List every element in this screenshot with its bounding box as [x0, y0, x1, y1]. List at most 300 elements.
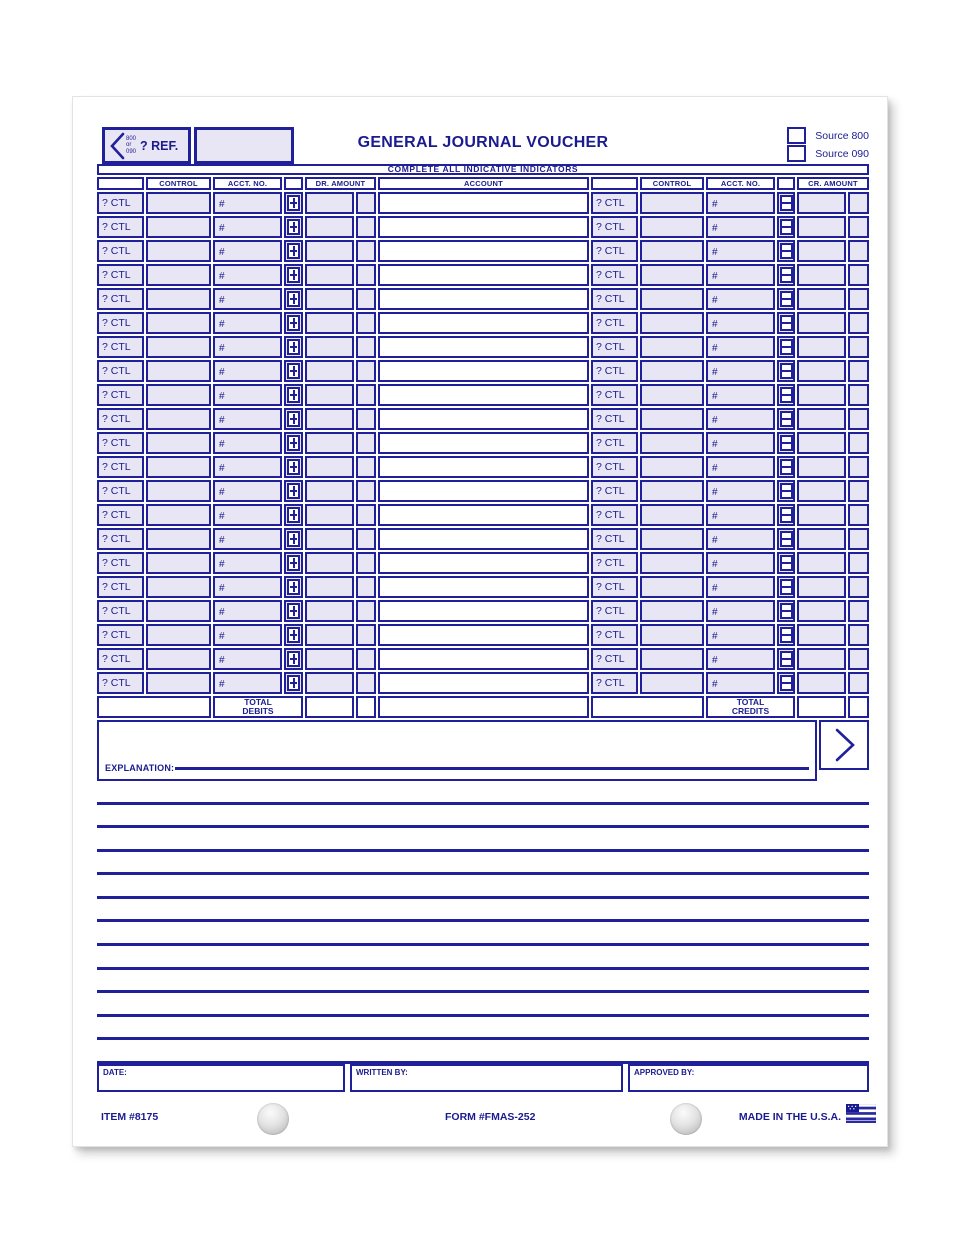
acct-no-cell-debit[interactable]: #: [213, 312, 282, 334]
ctl-cell-credit[interactable]: ? CTL: [591, 192, 638, 214]
ctl-cell-debit[interactable]: ? CTL: [97, 384, 144, 406]
acct-no-cell-debit[interactable]: #: [213, 216, 282, 238]
head-blank-ctl-credit: [591, 177, 638, 190]
credit-indicator-cell: [777, 672, 795, 694]
control-cell-debit[interactable]: [146, 336, 211, 358]
form-number: FORM #FMAS-252: [445, 1111, 536, 1123]
dr-amount-cell[interactable]: [305, 600, 354, 622]
control-cell-debit[interactable]: [146, 504, 211, 526]
ctl-cell-credit[interactable]: ? CTL: [591, 600, 638, 622]
cr-cents-cell[interactable]: [848, 408, 869, 430]
control-cell-debit[interactable]: [146, 216, 211, 238]
total-credits-cell: [706, 696, 795, 718]
account-cell[interactable]: [378, 600, 589, 622]
acct-no-cell-credit[interactable]: #: [706, 480, 775, 502]
cr-cents-cell[interactable]: [848, 240, 869, 262]
cr-amount-cell[interactable]: [797, 264, 846, 286]
acct-no-cell-debit[interactable]: #: [213, 600, 282, 622]
ctl-cell-debit[interactable]: ? CTL: [97, 264, 144, 286]
ctl-cell-debit[interactable]: ? CTL: [97, 240, 144, 262]
journal-row: [97, 480, 869, 502]
dr-cents-cell[interactable]: [356, 384, 376, 406]
ctl-cell-debit[interactable]: ? CTL: [97, 600, 144, 622]
journal-row: [97, 432, 869, 454]
dr-cents-cell[interactable]: [356, 312, 376, 334]
split-box-icon: [780, 291, 793, 307]
dr-cents-cell[interactable]: [356, 360, 376, 382]
explanation-box[interactable]: [97, 720, 817, 781]
dr-amount-cell[interactable]: [305, 528, 354, 550]
acct-no-cell-debit[interactable]: #: [213, 432, 282, 454]
plus-box-icon: [287, 267, 300, 283]
acct-no-cell-debit[interactable]: #: [213, 336, 282, 358]
ruled-line[interactable]: [97, 1017, 869, 1041]
debit-indicator-cell: [284, 480, 303, 502]
banner-cell: [97, 164, 869, 175]
journal-row: [97, 552, 869, 574]
journal-rows: [97, 192, 869, 694]
ctl-cell-credit[interactable]: ? CTL: [591, 528, 638, 550]
acct-no-cell-credit[interactable]: #: [706, 624, 775, 646]
ruled-line[interactable]: [97, 922, 869, 946]
ctl-cell-debit[interactable]: ? CTL: [97, 648, 144, 670]
control-cell-debit[interactable]: [146, 600, 211, 622]
ctl-cell-credit[interactable]: ? CTL: [591, 552, 638, 574]
cr-cents-cell[interactable]: [848, 312, 869, 334]
ruled-line[interactable]: [97, 1040, 869, 1064]
ctl-cell-credit[interactable]: ? CTL: [591, 288, 638, 310]
ruled-line[interactable]: [97, 805, 869, 829]
source-090-row: [787, 146, 869, 161]
control-cell-debit[interactable]: [146, 480, 211, 502]
dr-amount-cell[interactable]: [305, 288, 354, 310]
ctl-cell-credit[interactable]: ? CTL: [591, 216, 638, 238]
dr-cents-cell[interactable]: [356, 264, 376, 286]
ctl-cell-debit[interactable]: ? CTL: [97, 312, 144, 334]
date-field[interactable]: [97, 1064, 345, 1092]
acct-no-cell-debit[interactable]: #: [213, 384, 282, 406]
ctl-cell-credit[interactable]: ? CTL: [591, 672, 638, 694]
head-control-debit: CONTROL: [146, 177, 211, 190]
control-cell-debit[interactable]: [146, 528, 211, 550]
control-cell-debit[interactable]: [146, 432, 211, 454]
dr-cents-cell[interactable]: [356, 552, 376, 574]
cr-amount-cell[interactable]: [797, 216, 846, 238]
cr-amount-cell[interactable]: [797, 408, 846, 430]
dr-amount-cell[interactable]: [305, 408, 354, 430]
ctl-cell-credit[interactable]: ? CTL: [591, 240, 638, 262]
ruled-line[interactable]: [97, 970, 869, 994]
dr-amount-cell[interactable]: [305, 648, 354, 670]
journal-row: [97, 336, 869, 358]
ctl-cell-debit[interactable]: ? CTL: [97, 192, 144, 214]
explanation-writing-line[interactable]: [175, 767, 809, 770]
plus-box-icon: [287, 459, 300, 475]
account-cell[interactable]: [378, 192, 589, 214]
acct-no-cell-credit[interactable]: #: [706, 456, 775, 478]
ruled-line[interactable]: [97, 993, 869, 1017]
control-cell-debit[interactable]: [146, 240, 211, 262]
acct-no-cell-debit[interactable]: #: [213, 528, 282, 550]
dr-cents-cell[interactable]: [356, 216, 376, 238]
ref-stack-800: 800: [126, 135, 137, 142]
acct-no-cell-credit[interactable]: #: [706, 552, 775, 574]
cr-cents-cell[interactable]: [848, 504, 869, 526]
dr-amount-cell[interactable]: [305, 312, 354, 334]
ctl-cell-credit[interactable]: ? CTL: [591, 408, 638, 430]
dr-cents-cell[interactable]: [356, 528, 376, 550]
control-cell-credit[interactable]: [640, 336, 704, 358]
acct-no-cell-credit[interactable]: #: [706, 672, 775, 694]
control-cell-credit[interactable]: [640, 624, 704, 646]
control-cell-credit[interactable]: [640, 240, 704, 262]
control-cell-debit[interactable]: [146, 672, 211, 694]
cr-cents-cell[interactable]: [848, 552, 869, 574]
dr-cents-cell[interactable]: [356, 456, 376, 478]
cr-cents-cell[interactable]: [848, 264, 869, 286]
account-cell[interactable]: [378, 216, 589, 238]
cr-cents-cell[interactable]: [848, 648, 869, 670]
control-cell-credit[interactable]: [640, 288, 704, 310]
journal-row: [97, 576, 869, 598]
cr-amount-cell[interactable]: [797, 240, 846, 262]
control-cell-debit[interactable]: [146, 648, 211, 670]
acct-no-cell-credit[interactable]: #: [706, 192, 775, 214]
control-cell-debit[interactable]: [146, 312, 211, 334]
acct-no-cell-credit[interactable]: #: [706, 312, 775, 334]
control-cell-debit[interactable]: [146, 456, 211, 478]
ctl-cell-debit[interactable]: ? CTL: [97, 336, 144, 358]
credit-indicator-cell: [777, 528, 795, 550]
cr-cents-cell[interactable]: [848, 624, 869, 646]
account-cell[interactable]: [378, 552, 589, 574]
control-cell-debit[interactable]: [146, 552, 211, 574]
acct-no-cell-credit[interactable]: #: [706, 600, 775, 622]
plus-box-icon: [287, 363, 300, 379]
dr-cents-cell[interactable]: [356, 240, 376, 262]
cr-amount-cell[interactable]: [797, 312, 846, 334]
account-cell[interactable]: [378, 408, 589, 430]
ctl-cell-debit[interactable]: ? CTL: [97, 408, 144, 430]
control-cell-debit[interactable]: [146, 192, 211, 214]
head-cr-amount: CR. AMOUNT: [797, 177, 869, 190]
control-cell-credit[interactable]: [640, 480, 704, 502]
account-cell[interactable]: [378, 648, 589, 670]
cr-cents-cell[interactable]: [848, 288, 869, 310]
ctl-cell-debit[interactable]: ? CTL: [97, 432, 144, 454]
dr-cents-cell[interactable]: [356, 480, 376, 502]
ctl-cell-debit[interactable]: ? CTL: [97, 288, 144, 310]
control-cell-credit[interactable]: [640, 432, 704, 454]
journal-row: [97, 408, 869, 430]
control-cell-credit[interactable]: [640, 528, 704, 550]
ruled-line[interactable]: [97, 899, 869, 923]
ctl-cell-debit[interactable]: ? CTL: [97, 672, 144, 694]
control-cell-credit[interactable]: [640, 384, 704, 406]
control-cell-credit[interactable]: [640, 192, 704, 214]
account-cell[interactable]: [378, 384, 589, 406]
account-cell[interactable]: [378, 336, 589, 358]
journal-row: [97, 624, 869, 646]
cr-cents-cell[interactable]: [848, 384, 869, 406]
cr-amount-cell[interactable]: [797, 648, 846, 670]
debit-indicator-cell: [284, 672, 303, 694]
acct-no-cell-debit[interactable]: #: [213, 264, 282, 286]
dr-amount-cell[interactable]: [305, 672, 354, 694]
acct-no-cell-credit[interactable]: #: [706, 264, 775, 286]
plus-box-icon: [287, 651, 300, 667]
control-cell-credit[interactable]: [640, 600, 704, 622]
cr-cents-cell[interactable]: [848, 576, 869, 598]
dr-amount-cell[interactable]: [305, 192, 354, 214]
acct-no-cell-debit[interactable]: #: [213, 624, 282, 646]
ruled-line[interactable]: [97, 828, 869, 852]
total-credits-amount-cell[interactable]: [797, 696, 846, 718]
ruled-line[interactable]: [97, 875, 869, 899]
ctl-cell-credit[interactable]: ? CTL: [591, 480, 638, 502]
cr-amount-cell[interactable]: [797, 384, 846, 406]
control-cell-credit[interactable]: [640, 312, 704, 334]
debit-indicator-cell: [284, 192, 303, 214]
dr-cents-cell[interactable]: [356, 504, 376, 526]
account-cell[interactable]: [378, 528, 589, 550]
cr-amount-cell[interactable]: [797, 672, 846, 694]
acct-no-cell-debit[interactable]: #: [213, 552, 282, 574]
control-cell-debit[interactable]: [146, 624, 211, 646]
acct-no-cell-debit[interactable]: #: [213, 456, 282, 478]
acct-no-cell-credit[interactable]: #: [706, 288, 775, 310]
dr-amount-cell[interactable]: [305, 336, 354, 358]
acct-no-cell-debit[interactable]: #: [213, 672, 282, 694]
cr-amount-cell[interactable]: [797, 360, 846, 382]
ctl-cell-credit[interactable]: ? CTL: [591, 504, 638, 526]
acct-no-cell-credit[interactable]: #: [706, 360, 775, 382]
ctl-cell-credit[interactable]: ? CTL: [591, 576, 638, 598]
journal-row: [97, 528, 869, 550]
cr-cents-cell[interactable]: [848, 480, 869, 502]
control-cell-debit[interactable]: [146, 408, 211, 430]
cr-amount-cell[interactable]: [797, 432, 846, 454]
journal-row: [97, 264, 869, 286]
acct-no-cell-debit[interactable]: #: [213, 360, 282, 382]
cr-amount-cell[interactable]: [797, 552, 846, 574]
cr-amount-cell[interactable]: [797, 528, 846, 550]
control-cell-debit[interactable]: [146, 384, 211, 406]
cr-amount-cell[interactable]: [797, 624, 846, 646]
ctl-cell-credit[interactable]: ? CTL: [591, 384, 638, 406]
acct-no-cell-credit[interactable]: #: [706, 432, 775, 454]
dr-amount-cell[interactable]: [305, 432, 354, 454]
cr-cents-cell[interactable]: [848, 216, 869, 238]
acct-no-cell-debit[interactable]: #: [213, 408, 282, 430]
head-blank-indicator-debit: [284, 177, 303, 190]
control-cell-credit[interactable]: [640, 552, 704, 574]
dr-amount-cell[interactable]: [305, 384, 354, 406]
dr-cents-cell[interactable]: [356, 336, 376, 358]
plus-box-icon: [287, 243, 300, 259]
cr-amount-cell[interactable]: [797, 600, 846, 622]
split-box-icon: [780, 555, 793, 571]
account-cell[interactable]: [378, 432, 589, 454]
control-cell-debit[interactable]: [146, 264, 211, 286]
cr-cents-cell[interactable]: [848, 192, 869, 214]
acct-no-cell-credit[interactable]: #: [706, 504, 775, 526]
account-cell[interactable]: [378, 576, 589, 598]
cr-amount-cell[interactable]: [797, 480, 846, 502]
cr-cents-cell[interactable]: [848, 336, 869, 358]
dr-cents-cell[interactable]: [356, 288, 376, 310]
account-cell[interactable]: [378, 456, 589, 478]
dr-cents-cell[interactable]: [356, 600, 376, 622]
dr-cents-cell[interactable]: [356, 576, 376, 598]
journal-row: [97, 672, 869, 694]
acct-no-cell-credit[interactable]: #: [706, 648, 775, 670]
cr-cents-cell[interactable]: [848, 432, 869, 454]
credit-indicator-cell: [777, 504, 795, 526]
account-cell[interactable]: [378, 480, 589, 502]
split-box-icon: [780, 315, 793, 331]
cr-amount-cell[interactable]: [797, 456, 846, 478]
cr-amount-cell[interactable]: [797, 576, 846, 598]
ctl-cell-debit[interactable]: ? CTL: [97, 624, 144, 646]
plus-box-icon: [287, 291, 300, 307]
cr-amount-cell[interactable]: [797, 288, 846, 310]
dr-cents-cell[interactable]: [356, 672, 376, 694]
dr-amount-cell[interactable]: [305, 552, 354, 574]
dr-amount-cell[interactable]: [305, 216, 354, 238]
acct-no-cell-credit[interactable]: #: [706, 408, 775, 430]
journal-row: [97, 240, 869, 262]
plus-box-icon: [287, 603, 300, 619]
control-cell-credit[interactable]: [640, 576, 704, 598]
control-cell-credit[interactable]: [640, 648, 704, 670]
total-debits-cents-cell[interactable]: [356, 696, 376, 718]
debit-indicator-cell: [284, 456, 303, 478]
account-cell[interactable]: [378, 360, 589, 382]
control-cell-credit[interactable]: [640, 456, 704, 478]
credit-indicator-cell: [777, 648, 795, 670]
cr-amount-cell[interactable]: [797, 336, 846, 358]
acct-no-cell-debit[interactable]: #: [213, 240, 282, 262]
plus-box-icon: [287, 339, 300, 355]
control-cell-credit[interactable]: [640, 360, 704, 382]
control-cell-credit[interactable]: [640, 408, 704, 430]
dr-cents-cell[interactable]: [356, 624, 376, 646]
cr-cents-cell[interactable]: [848, 600, 869, 622]
ctl-cell-debit[interactable]: ? CTL: [97, 576, 144, 598]
acct-no-cell-debit[interactable]: #: [213, 288, 282, 310]
cr-amount-cell[interactable]: [797, 504, 846, 526]
ruled-line[interactable]: [97, 781, 869, 805]
ctl-cell-credit[interactable]: ? CTL: [591, 624, 638, 646]
acct-no-cell-credit[interactable]: #: [706, 216, 775, 238]
cr-cents-cell[interactable]: [848, 456, 869, 478]
control-cell-debit[interactable]: [146, 360, 211, 382]
ctl-cell-debit[interactable]: ? CTL: [97, 552, 144, 574]
ctl-cell-credit[interactable]: ? CTL: [591, 264, 638, 286]
approved-by-field[interactable]: [628, 1064, 869, 1092]
plus-box-icon: [287, 195, 300, 211]
account-cell[interactable]: [378, 312, 589, 334]
dr-cents-cell[interactable]: [356, 648, 376, 670]
control-cell-debit[interactable]: [146, 576, 211, 598]
control-cell-credit[interactable]: [640, 504, 704, 526]
ctl-cell-debit[interactable]: ? CTL: [97, 480, 144, 502]
acct-no-cell-debit[interactable]: #: [213, 576, 282, 598]
source-800-checkbox[interactable]: [787, 127, 806, 144]
cr-amount-cell[interactable]: [797, 192, 846, 214]
control-cell-debit[interactable]: [146, 288, 211, 310]
account-cell[interactable]: [378, 504, 589, 526]
total-debits-amount-cell[interactable]: [305, 696, 354, 718]
dr-amount-cell[interactable]: [305, 360, 354, 382]
account-cell[interactable]: [378, 264, 589, 286]
ctl-cell-debit[interactable]: ? CTL: [97, 528, 144, 550]
acct-no-cell-debit[interactable]: #: [213, 192, 282, 214]
acct-no-cell-credit[interactable]: #: [706, 384, 775, 406]
cr-cents-cell[interactable]: [848, 360, 869, 382]
ruled-line[interactable]: [97, 852, 869, 876]
control-cell-credit[interactable]: [640, 672, 704, 694]
ctl-cell-credit[interactable]: ? CTL: [591, 456, 638, 478]
dr-cents-cell[interactable]: [356, 432, 376, 454]
ctl-cell-credit[interactable]: ? CTL: [591, 336, 638, 358]
acct-no-cell-credit[interactable]: #: [706, 528, 775, 550]
account-cell[interactable]: [378, 672, 589, 694]
totals-account-cell: [378, 696, 589, 718]
ctl-cell-credit[interactable]: ? CTL: [591, 360, 638, 382]
credit-indicator-cell: [777, 336, 795, 358]
cr-cents-cell[interactable]: [848, 528, 869, 550]
debit-indicator-cell: [284, 600, 303, 622]
account-cell[interactable]: [378, 240, 589, 262]
account-cell[interactable]: [378, 624, 589, 646]
dr-amount-cell[interactable]: [305, 504, 354, 526]
ctl-cell-credit[interactable]: ? CTL: [591, 312, 638, 334]
ctl-cell-credit[interactable]: ? CTL: [591, 432, 638, 454]
control-cell-credit[interactable]: [640, 264, 704, 286]
total-credits-cents-cell[interactable]: [848, 696, 869, 718]
dr-amount-cell[interactable]: [305, 264, 354, 286]
ctl-cell-debit[interactable]: ? CTL: [97, 504, 144, 526]
acct-no-cell-credit[interactable]: #: [706, 576, 775, 598]
dr-amount-cell[interactable]: [305, 480, 354, 502]
ruled-line[interactable]: [97, 946, 869, 970]
ctl-cell-debit[interactable]: ? CTL: [97, 456, 144, 478]
acct-no-cell-credit[interactable]: #: [706, 240, 775, 262]
acct-no-cell-credit[interactable]: #: [706, 336, 775, 358]
dr-amount-cell[interactable]: [305, 576, 354, 598]
dr-amount-cell[interactable]: [305, 456, 354, 478]
journal-row: [97, 216, 869, 238]
source-090-checkbox[interactable]: [787, 145, 806, 162]
written-by-field[interactable]: [350, 1064, 623, 1092]
dr-amount-cell[interactable]: [305, 240, 354, 262]
ctl-cell-debit[interactable]: ? CTL: [97, 216, 144, 238]
acct-no-cell-debit[interactable]: #: [213, 648, 282, 670]
dr-amount-cell[interactable]: [305, 624, 354, 646]
acct-no-cell-debit[interactable]: #: [213, 480, 282, 502]
control-cell-credit[interactable]: [640, 216, 704, 238]
ctl-cell-credit[interactable]: ? CTL: [591, 648, 638, 670]
acct-no-cell-debit[interactable]: #: [213, 504, 282, 526]
ctl-cell-debit[interactable]: ? CTL: [97, 360, 144, 382]
dr-cents-cell[interactable]: [356, 408, 376, 430]
dr-cents-cell[interactable]: [356, 192, 376, 214]
explanation-label: EXPLANATION:: [105, 763, 175, 773]
account-cell[interactable]: [378, 288, 589, 310]
cr-cents-cell[interactable]: [848, 672, 869, 694]
